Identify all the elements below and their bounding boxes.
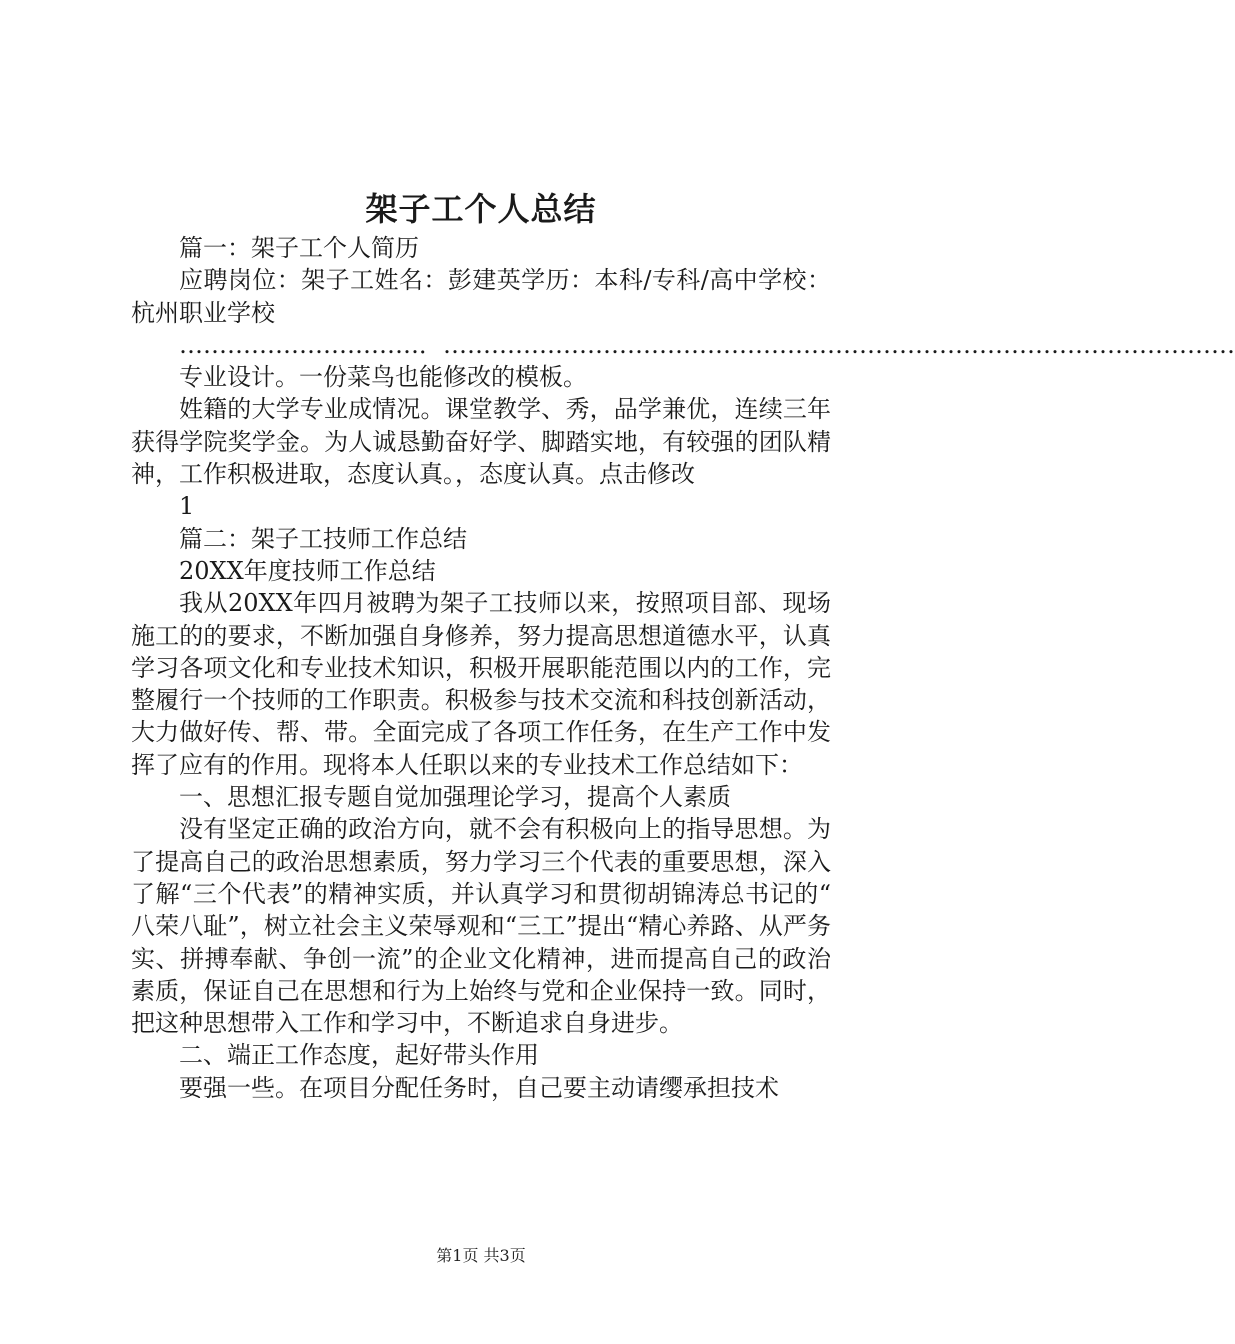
- resume-info-line: 应聘岗位：架子工姓名：彭建英学历：本科/专科/高中学校：杭州职业学校: [131, 266, 831, 327]
- dotted-separator: …………………………．………………………………………………………………………………………: [179, 330, 1235, 359]
- section-heading-resume: 篇一：架子工个人简历: [179, 234, 419, 262]
- theory-paragraph: 没有坚定正确的政治方向，就不会有积极向上的指导思想。为了提高自己的政治思想素质，努力学习三个代表的重要思想，深入了解“三个代表”的精神实质，并认真学习和贯彻胡锦涛总书记的“八荣八耻”，树立社会主义荣辱观和“三工”提出“精心养路、从严务实、拼搏奉献、争创一流”的企业文化精神，进而提高自己的政治素质，保证自己在思想和行为上始终与党和企业保持一致。同时，把这种思想带入工作和学习中，不断追求自身进步。: [131, 815, 831, 1038]
- attitude-paragraph: 要强一些。在项目分配任务时，自己要主动请缨承担技术: [179, 1073, 779, 1102]
- summary-intro: 我从20XX年四月被聘为架子工技师以来，按照项目部、现场施工的的要求，不断加强自身修养，努力提高思想道德水平，认真学习各项文化和专业技术知识，积极开展职能范围以内的工作，完整履行一个技师的工作职责。积极参与技术交流和科技创新活动，大力做好传、帮、带。全面完成了各项工作任务，在生产工作中发挥了应有的作用。现将本人任职以来的专业技术工作总结如下：: [131, 589, 831, 779]
- document-title: 架子工个人总结: [365, 190, 597, 228]
- section-heading-summary: 篇二：架子工技师工作总结: [179, 524, 467, 553]
- document-page: [131, 0, 1235, 1344]
- template-note: 专业设计。一份菜鸟也能修改的模板。: [179, 363, 587, 392]
- summary-subtitle: 20XX年度技师工作总结: [179, 556, 436, 585]
- resume-page-number: 1: [179, 492, 195, 521]
- resume-description: 姓籍的大学专业成情况。课堂教学、秀，品学兼优，连续三年获得学院奖学金。为人诚恳勤奋好学、脚踏实地，有较强的团队精神，工作积极进取，态度认真。，态度认真。点击修改: [131, 395, 831, 489]
- section-heading-theory: 一、思想汇报专题自觉加强理论学习，提高个人素质: [179, 783, 731, 812]
- document-body: [131, 232, 1235, 1104]
- section-heading-attitude: 二、端正工作态度，起好带头作用: [179, 1041, 539, 1070]
- page-footer: 第1页 共3页: [436, 1246, 526, 1265]
